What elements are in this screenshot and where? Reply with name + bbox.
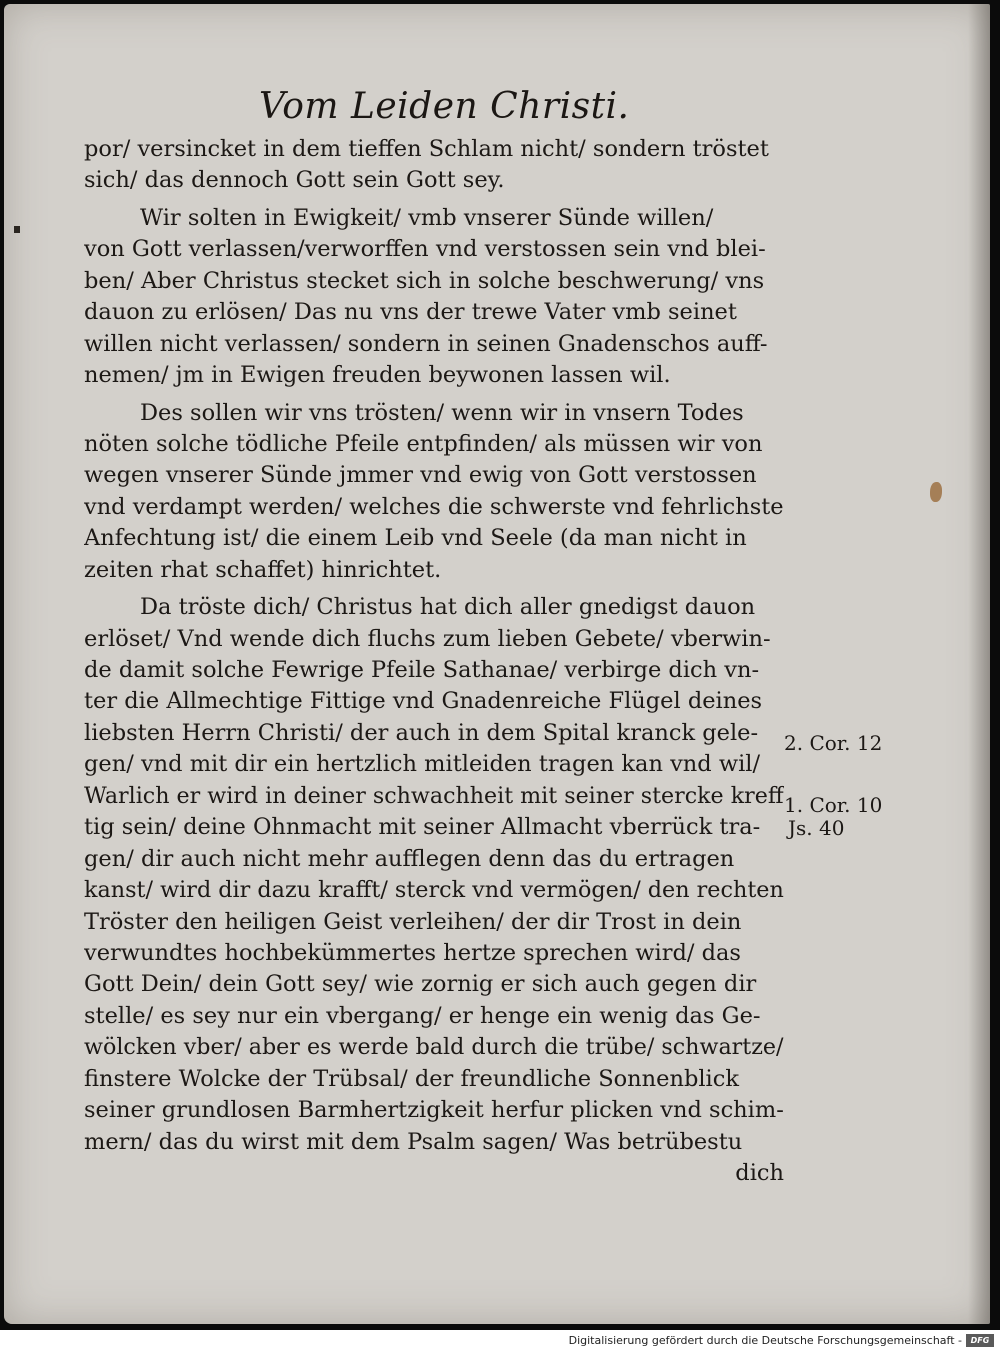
text-line: Wir solten in Ewigkeit/ vmb vnserer Sünde willen/ [140,204,714,231]
marginal-reference: 1. Cor. 10 [784,793,883,817]
paper-stain [930,482,942,502]
catchword: dich [735,1160,784,1186]
funding-credit: Digitalisierung gefördert durch die Deutsche Forschungsgemeinschaft - [568,1334,962,1347]
text-line: vnd verdampt werden/ welches die schwerste vnd fehrlichste [84,493,784,520]
book-page [4,4,990,1324]
text-line: nemen/ jm in Ewigen freuden beywonen lassen wil. [84,362,671,389]
text-line: por/ versincket in dem tieffen Schlam nicht/ sondern tröstet [84,136,769,162]
text-line: Da tröste dich/ Christus hat dich aller gnedigst dauon [140,594,756,621]
text-line: wölcken vber/ aber es werde bald durch die trübe/ schwartze/ [84,1034,784,1061]
marginal-reference: Js. 40 [788,816,845,840]
footer-bar [0,1330,1000,1351]
text-line: Gott Dein/ dein Gott sey/ wie zornig er sich auch gegen dir [84,971,757,998]
text-line: Des sollen wir vns trösten/ wenn wir in vnsern Todes [140,399,744,426]
text-line: nöten solche tödliche Pfeile entpfinden/ als müssen wir von [84,430,763,457]
text-line: tig sein/ deine Ohnmacht mit seiner Allmacht vberrück tra- [84,814,761,841]
marginal-reference: 2. Cor. 12 [784,731,883,755]
text-line: kanst/ wird dir dazu krafft/ sterck vnd vermögen/ den rechten [84,877,784,904]
text-line: Anfechtung ist/ die einem Leib vnd Seele (da man nicht in [84,525,747,552]
text-line: stelle/ es sey nur ein vbergang/ er henge ein wenig das Ge- [84,1002,761,1029]
text-line: von Gott verlassen/verworffen vnd verstossen sein vnd blei- [84,236,766,263]
running-head: Vom Leiden Christi. [259,86,630,127]
text-line: erlöset/ Vnd wende dich fluchs zum lieben Gebete/ vberwin- [84,625,771,652]
text-line: de damit solche Fewrige Pfeile Sathanae/ verbirge dich vn- [84,657,760,683]
text-line: Tröster den heiligen Geist verleihen/ der dir Trost in dein [84,908,742,935]
text-line: seiner grundlosen Barmhertzigkeit herfur plicken vnd schim- [84,1097,784,1124]
text-line: sich/ das dennoch Gott sein Gott sey. [84,167,505,194]
text-line: dauon zu erlösen/ Das nu vns der trewe Vater vmb seinet [84,299,737,326]
body-text [84,134,784,1189]
text-line: ter die Allmechtige Fittige vnd Gnadenreiche Flügel deines [84,688,763,715]
gutter-mark [14,226,20,233]
text-line: zeiten rhat schaffet) hinrichtet. [84,556,442,583]
text-line: gen/ dir auch nicht mehr aufflegen denn das du ertragen [84,845,735,872]
text-line: wegen vnserer Sünde jmmer vnd ewig von Gott verstossen [84,462,757,489]
text-line: finstere Wolcke der Trübsal/ der freundliche Sonnenblick [84,1065,739,1092]
text-line: ben/ Aber Christus stecket sich in solche beschwerung/ vns [84,267,765,294]
text-line: Warlich er wird in deiner schwachheit mit seiner stercke kreff [84,782,784,809]
text-line: gen/ vnd mit dir ein hertzlich mitleiden tragen kan vnd wil/ [84,751,761,778]
text-line: mern/ das du wirst mit dem Psalm sagen/ Was betrübestu [84,1128,743,1155]
text-line: verwundtes hochbekümmertes hertze sprechen wird/ das [84,939,741,966]
text-line: willen nicht verlassen/ sondern in seinen Gnadenschos auff- [84,330,768,357]
dfg-logo-icon: DFG [966,1334,994,1347]
text-line: liebsten Herrn Christi/ der auch in dem Spital kranck gele- [84,719,759,746]
